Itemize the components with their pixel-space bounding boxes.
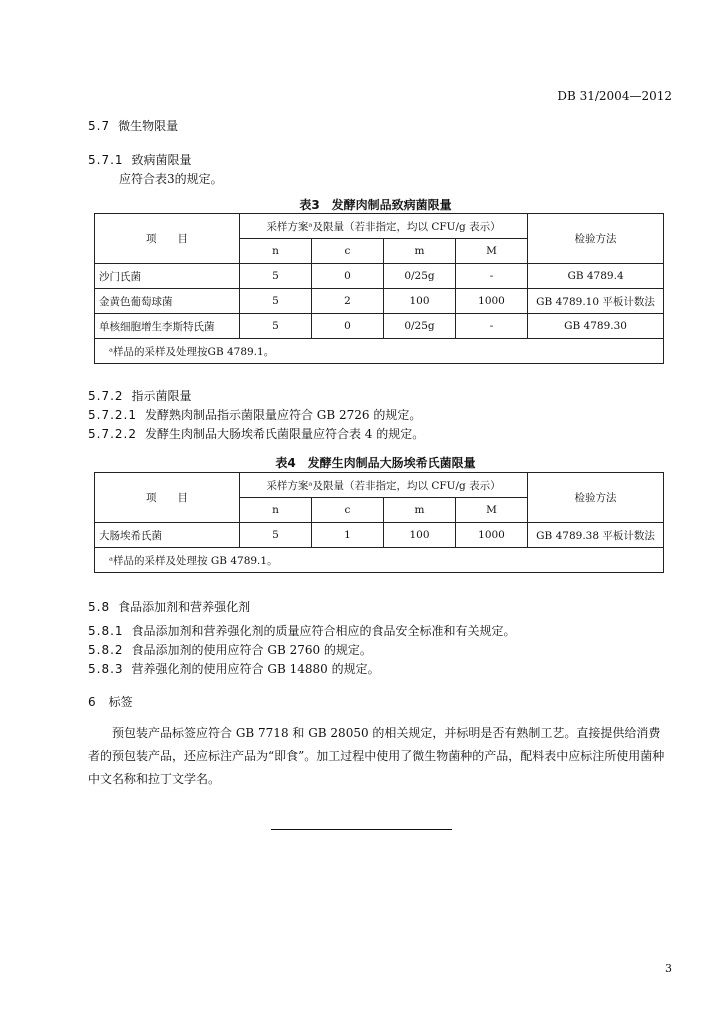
section-number: 6 <box>88 695 97 709</box>
table-cell: 2 <box>312 289 384 314</box>
section-number: 5.7.2.1 <box>88 408 137 422</box>
table-subheader-n: n <box>240 498 312 523</box>
section-text: 发酵生肉制品大肠埃希氏菌限量应符合表 4 的规定。 <box>144 427 425 441</box>
table-cell: - <box>456 264 528 289</box>
table-cell: 1000 <box>456 523 528 548</box>
section-number: 5.7 <box>88 119 111 133</box>
table-cell: 5 <box>240 314 312 339</box>
section-5-7-1-text: 应符合表3的规定。 <box>119 172 223 186</box>
section-number: 5.7.2.2 <box>88 427 137 441</box>
section-5-8-2 <box>88 641 372 658</box>
table-cell: GB 4789.10 平板计数法 <box>528 289 664 314</box>
table-cell: GB 4789.38 平板计数法 <box>528 523 664 548</box>
section-number: 5.8 <box>88 600 111 614</box>
table-cell: 0 <box>312 314 384 339</box>
table-cell: 金黄色葡萄球菌 <box>95 289 240 314</box>
section-text: 营养强化剂的使用应符合 GB 14880 的规定。 <box>131 662 380 676</box>
table-header-method: 检验方法 <box>528 473 664 523</box>
section-number: 5.7.1 <box>88 153 124 167</box>
section-title: 致病菌限量 <box>131 153 192 167</box>
table-row <box>95 314 664 339</box>
section-title: 指示菌限量 <box>131 389 192 403</box>
section-5-7-1-heading <box>88 151 192 168</box>
table-cell: 5 <box>240 523 312 548</box>
table-header-sampling-plan: 采样方案ᵃ及限量（若非指定，均以 CFU/g 表示） <box>240 473 528 498</box>
table-subheader-c: c <box>312 239 384 264</box>
section-number: 5.7.2 <box>88 389 124 403</box>
table-subheader-M: M <box>456 498 528 523</box>
table-4-note: ᵃ样品的采样及处理按 GB 4789.1。 <box>95 548 664 573</box>
page-number: 3 <box>665 962 672 975</box>
section-title: 微生物限量 <box>118 119 179 133</box>
section-5-7-2-heading <box>88 387 192 404</box>
section-5-7-2-2 <box>88 425 424 442</box>
table-subheader-m: m <box>384 239 456 264</box>
section-text: 食品添加剂和营养强化剂的质量应符合相应的食品安全标准和有关规定。 <box>131 624 516 638</box>
table-cell: 100 <box>384 289 456 314</box>
table-header-item: 项 目 <box>95 473 240 523</box>
section-6-heading <box>88 693 133 710</box>
section-5-7-heading <box>88 117 178 134</box>
table-subheader-n: n <box>240 239 312 264</box>
section-number: 5.8.2 <box>88 643 124 657</box>
section-5-8-heading <box>88 598 250 615</box>
section-title: 食品添加剂和营养强化剂 <box>118 600 251 614</box>
table-subheader-m: m <box>384 498 456 523</box>
table-4-caption: 表4 发酵生肉制品大肠埃希氏菌限量 <box>275 456 476 470</box>
table-cell: 1 <box>312 523 384 548</box>
table-header-sampling-plan: 采样方案ᵃ及限量（若非指定，均以 CFU/g 表示） <box>240 214 528 239</box>
document-number: DB 31/2004—2012 <box>557 89 672 103</box>
table-3 <box>94 213 664 364</box>
table-3-caption: 表3 发酵肉制品致病菌限量 <box>299 198 452 212</box>
table-4 <box>94 472 664 573</box>
table-row <box>95 264 664 289</box>
section-5-8-3 <box>88 660 380 677</box>
table-row <box>95 523 664 548</box>
table-cell: 5 <box>240 264 312 289</box>
section-number: 5.8.3 <box>88 662 124 676</box>
table-cell: 100 <box>384 523 456 548</box>
table-header-item: 项 目 <box>95 214 240 264</box>
table-cell: 1000 <box>456 289 528 314</box>
table-cell: 0/25g <box>384 264 456 289</box>
table-header-method: 检验方法 <box>528 214 664 264</box>
section-5-8-1 <box>88 622 516 639</box>
section-text: 发酵熟肉制品指示菌限量应符合 GB 2726 的规定。 <box>144 408 422 422</box>
section-5-7-2-1 <box>88 406 421 423</box>
section-title: 标签 <box>108 695 133 709</box>
table-cell: GB 4789.4 <box>528 264 664 289</box>
section-6-paragraph: 预包装产品标签应符合 GB 7718 和 GB 28050 的相关规定，并标明是否有熟制工艺。直接提供给消费者的预包装产品，还应标注产品为“即食”。加工过程中使用了微生物菌种的产品，配料表中应标注所使用菌种中文名称和拉丁文学名。 <box>88 726 665 786</box>
table-cell: 沙门氏菌 <box>95 264 240 289</box>
section-text: 食品添加剂的使用应符合 GB 2760 的规定。 <box>131 643 372 657</box>
table-cell: 0 <box>312 264 384 289</box>
table-row <box>95 289 664 314</box>
table-cell: - <box>456 314 528 339</box>
section-number: 5.8.1 <box>88 624 124 638</box>
table-cell: GB 4789.30 <box>528 314 664 339</box>
table-cell: 大肠埃希氏菌 <box>95 523 240 548</box>
table-subheader-c: c <box>312 498 384 523</box>
table-cell: 5 <box>240 289 312 314</box>
table-cell: 单核细胞增生李斯特氏菌 <box>95 314 240 339</box>
end-rule <box>271 829 452 830</box>
table-subheader-M: M <box>456 239 528 264</box>
table-cell: 0/25g <box>384 314 456 339</box>
table-3-note: ᵃ样品的采样及处理按GB 4789.1。 <box>95 339 664 364</box>
